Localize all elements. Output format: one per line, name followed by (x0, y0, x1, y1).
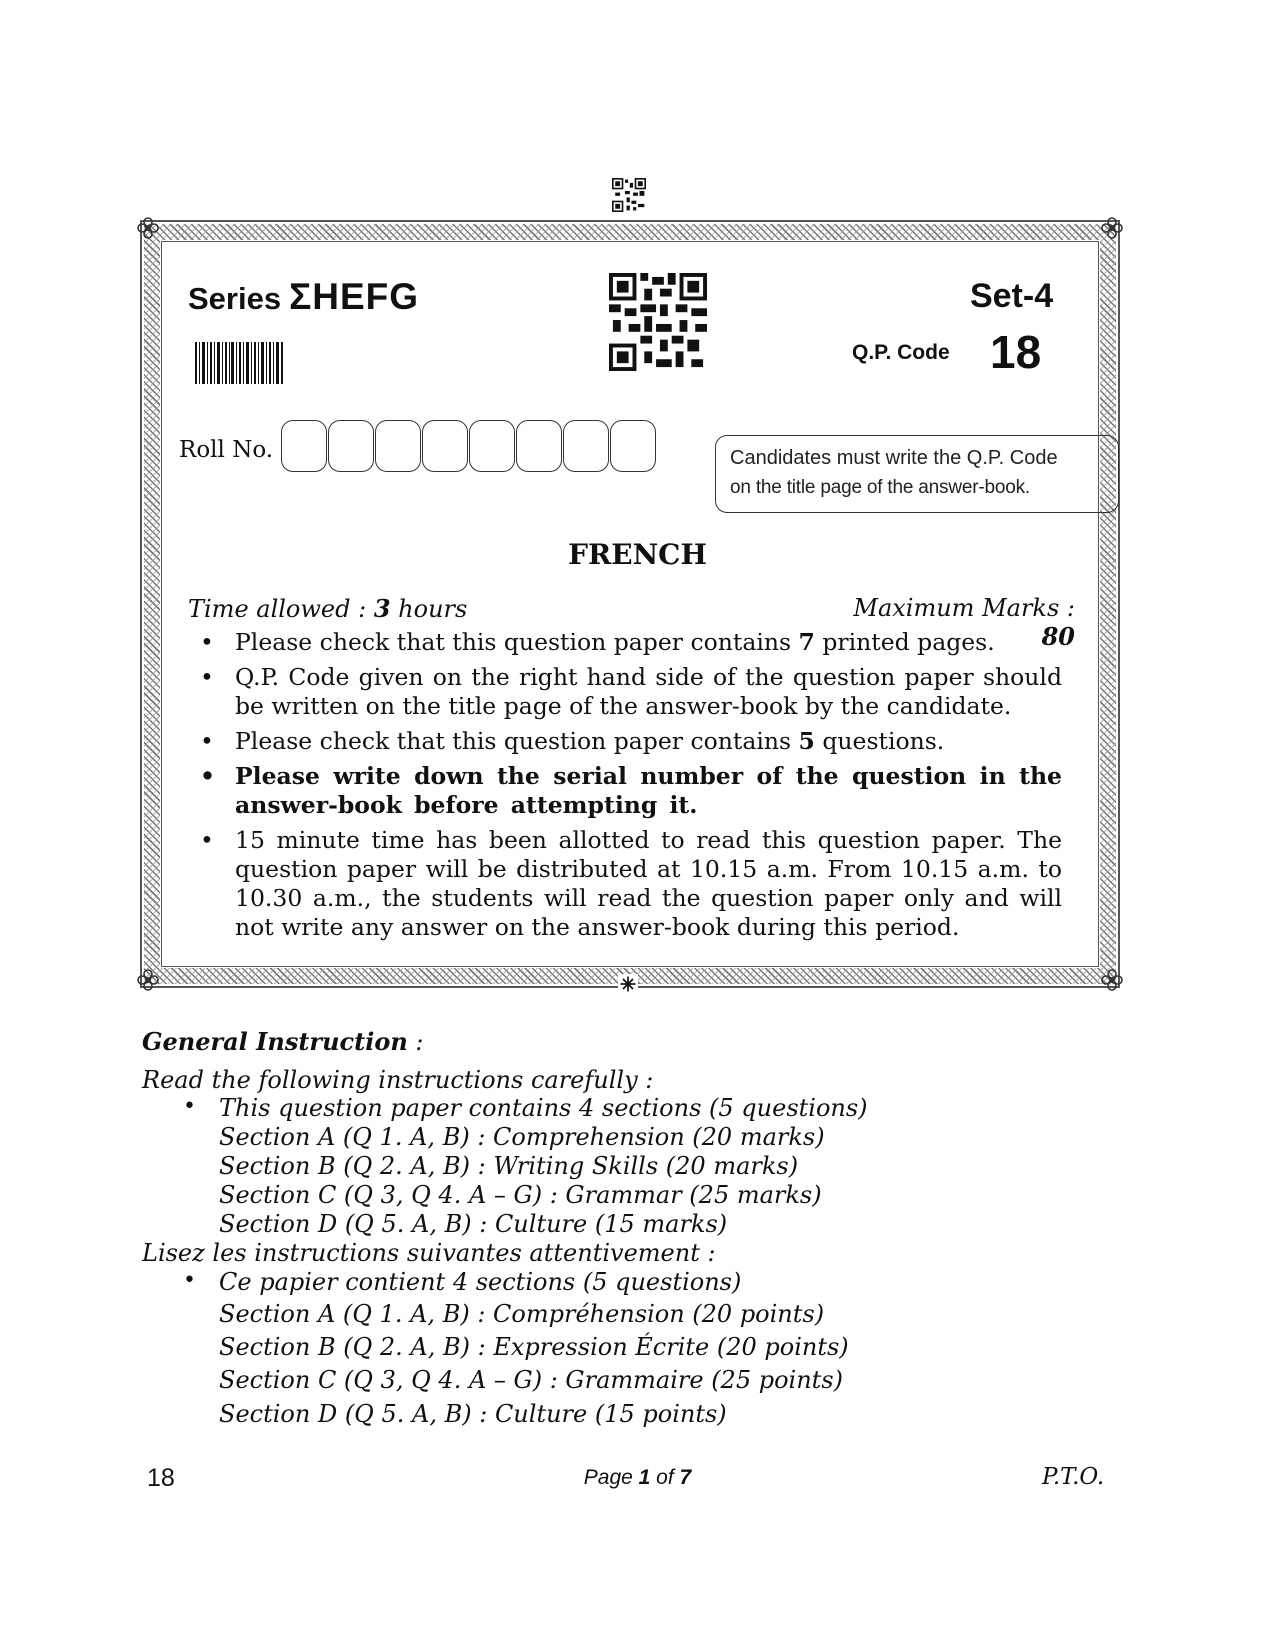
roll-number-box[interactable] (469, 420, 515, 472)
pto-label: P.T.O. (1042, 1464, 1105, 1490)
roll-number-box[interactable] (610, 420, 656, 472)
time-allowed (188, 594, 467, 623)
candidate-note-box (715, 435, 1119, 513)
ornament-corner-icon (136, 968, 160, 992)
english-section: Section A (Q 1. A, B) : Comprehension (20 marks) (219, 1123, 825, 1151)
time-suffix: hours (390, 595, 468, 623)
barcode-icon (195, 342, 283, 384)
instruction-item: • Please write down the serial number of the question in the answer-book before attempting it. (198, 762, 1062, 820)
series-heading (188, 276, 419, 318)
instruction-item: • 15 minute time has been allotted to read this question paper. The question paper will be distributed at 10.15 a.m. From 10.15 a.m. to 10.30 a.m., the students will read the question paper only and will not write any answer on the answer-book during this period. (198, 826, 1062, 942)
roll-number-box[interactable] (563, 420, 609, 472)
english-intro: Read the following instructions carefully : (142, 1066, 654, 1094)
roll-number-box[interactable] (281, 420, 327, 472)
roll-number-box[interactable] (328, 420, 374, 472)
french-section: Section A (Q 1. A, B) : Compréhension (20 points) (219, 1300, 825, 1328)
time-value: 3 (373, 594, 391, 623)
page-of: of (650, 1466, 680, 1489)
roll-number-box[interactable] (516, 420, 562, 472)
general-instruction-title (142, 1027, 424, 1056)
ornament-center-icon (618, 974, 638, 994)
candidate-note-line: Candidates must write the Q.P. Code (730, 447, 1058, 469)
roll-number-boxes (281, 420, 656, 472)
instruction-item: • Please check that this question paper contains 7 printed pages. (198, 628, 1062, 657)
qp-code-label: Q.P. Code (852, 341, 950, 364)
series-code: ΣHEFG (289, 276, 420, 317)
bullet: • (183, 1094, 196, 1119)
time-prefix: Time allowed : (188, 595, 374, 623)
general-title-text: General Instruction (142, 1027, 408, 1056)
page-total: 7 (679, 1466, 692, 1489)
instruction-item: • Please check that this question paper contains 5 questions. (198, 727, 1062, 756)
french-section: Section D (Q 5. A, B) : Culture (15 points) (219, 1400, 727, 1428)
roll-number-label: Roll No. (179, 437, 274, 463)
series-label: Series (188, 281, 282, 316)
footer-qp-code: 18 (147, 1464, 175, 1492)
subject-title: FRENCH (568, 538, 707, 571)
french-section: Section C (Q 3, Q 4. A – G) : Grammaire (25 points) (219, 1366, 843, 1394)
candidate-note-line: on the title page of the answer-book. (730, 477, 1030, 498)
bullet: • (183, 1268, 196, 1293)
marks-value: 80 (1041, 622, 1075, 651)
french-bullet: Ce papier contient 4 sections (5 questions) (219, 1268, 742, 1296)
ornament-corner-icon (1100, 968, 1124, 992)
top-qr-code-icon (612, 178, 646, 212)
page-current: 1 (638, 1466, 651, 1489)
roll-number-box[interactable] (375, 420, 421, 472)
ornament-corner-icon (136, 216, 160, 240)
english-bullet: This question paper contains 4 sections (5 questions) (219, 1094, 868, 1122)
instruction-list (198, 628, 1062, 948)
ornament-corner-icon (1100, 216, 1124, 240)
set-number: Set-4 (970, 277, 1054, 315)
qp-code-number: 18 (990, 326, 1042, 378)
page-prefix: Page (583, 1466, 639, 1489)
qr-code-icon (609, 273, 707, 371)
marks-prefix: Maximum Marks : (853, 594, 1075, 622)
english-section: Section D (Q 5. A, B) : Culture (15 marks) (219, 1210, 728, 1238)
instruction-item: • Q.P. Code given on the right hand side of the question paper should be written on the title page of the answer-book by the candidate. (198, 663, 1062, 721)
french-intro: Lisez les instructions suivantes attentivement : (142, 1239, 716, 1267)
roll-number-box[interactable] (422, 420, 468, 472)
english-section: Section B (Q 2. A, B) : Writing Skills (20 marks) (219, 1152, 799, 1180)
general-title-colon: : (407, 1028, 424, 1056)
english-section: Section C (Q 3, Q 4. A – G) : Grammar (25 marks) (219, 1181, 822, 1209)
french-section: Section B (Q 2. A, B) : Expression Écrite (20 points) (219, 1333, 849, 1361)
